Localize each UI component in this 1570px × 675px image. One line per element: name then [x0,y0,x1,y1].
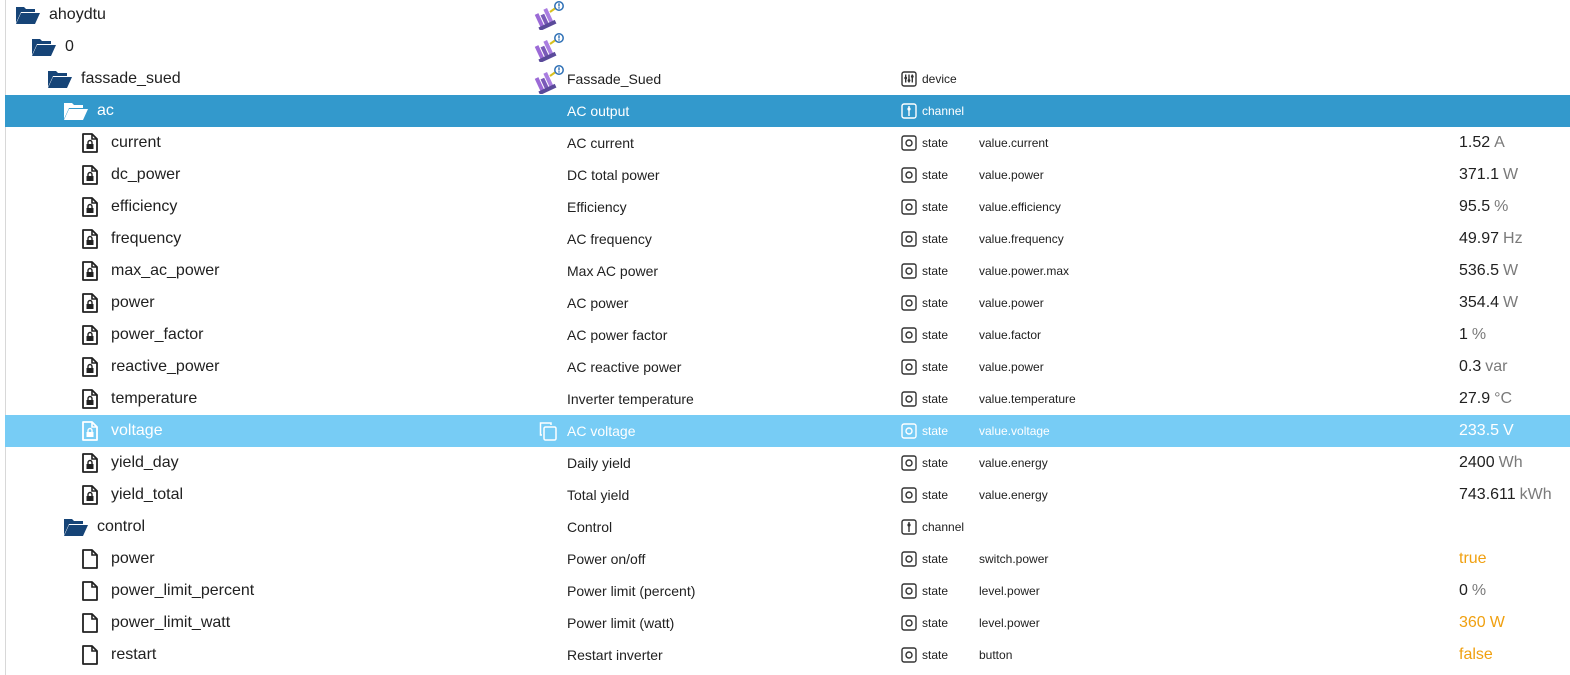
object-role: value.current [979,136,1049,150]
object-role: switch.power [979,552,1049,566]
folder-open-icon [47,67,73,91]
object-name: Inverter temperature [567,391,694,407]
channel-type-icon [901,103,917,119]
object-id[interactable]: current [111,134,161,151]
object-role: value.energy [979,456,1048,470]
state-type-icon [901,231,917,247]
object-name: AC power [567,295,629,311]
adapter-logo-icon [533,0,565,30]
adapter-logo-icon [533,64,565,94]
object-role: value.power.max [979,264,1070,278]
state-value[interactable] [1459,223,1523,255]
file-icon [82,323,98,347]
value-unit: var [1485,358,1508,375]
state-value[interactable] [1459,287,1518,319]
state-value[interactable] [1459,575,1486,607]
file-icon [82,131,98,155]
file-icon [82,451,98,475]
object-name: Max AC power [567,263,659,279]
state-value[interactable] [1459,543,1487,575]
object-role: value.temperature [979,392,1076,406]
object-role: level.power [979,584,1040,598]
object-name: AC voltage [567,423,636,439]
value-unit: W [1489,614,1505,631]
object-name: DC total power [567,167,660,183]
folder-open-icon [15,3,41,27]
state-type-icon [901,455,917,471]
state-type-icon [901,295,917,311]
value-text: 2400 [1459,454,1495,471]
object-id[interactable]: yield_day [111,454,179,471]
channel-type-icon [901,519,917,535]
value-text: true [1459,550,1487,567]
object-name: Efficiency [567,199,627,215]
value-unit: W [1503,294,1519,311]
object-id[interactable]: yield_total [111,486,184,503]
object-id[interactable]: reactive_power [111,358,220,375]
object-id[interactable]: power_limit_watt [111,614,231,631]
object-type: state [922,136,949,150]
object-type: state [922,616,949,630]
tree-row-current[interactable] [5,127,1570,159]
state-value[interactable] [1459,191,1508,223]
value-unit: °C [1494,390,1513,407]
file-icon [82,547,98,571]
object-role: value.power [979,360,1044,374]
tree-row-voltage[interactable] [5,415,1570,447]
object-name: AC power factor [567,327,668,343]
object-type: state [922,360,949,374]
object-type: state [922,232,949,246]
file-icon [82,163,98,187]
tree-row-power-limit-percent[interactable] [5,575,1570,607]
object-name: AC frequency [567,231,652,247]
object-id[interactable]: restart [111,646,157,663]
object-type: state [922,456,949,470]
file-icon [82,387,98,411]
object-name: Restart inverter [567,647,663,663]
value-unit: V [1503,422,1514,439]
tree-row-restart[interactable] [5,639,1570,671]
tree-row-max-ac-power[interactable] [5,255,1570,287]
object-type: state [922,296,949,310]
value-text: 536.5 [1459,262,1500,279]
value-unit: A [1494,134,1505,151]
state-type-icon [901,199,917,215]
state-type-icon [901,615,917,631]
state-type-icon [901,423,917,439]
file-icon [82,291,98,315]
object-type: state [922,264,949,278]
file-icon [82,259,98,283]
object-role: value.frequency [979,232,1064,246]
value-unit: % [1471,582,1487,599]
tree-row-reactive-power[interactable] [5,351,1570,383]
object-id[interactable]: power [111,550,155,567]
object-id[interactable]: temperature [111,390,198,407]
state-value[interactable] [1459,383,1512,415]
object-type: state [922,648,949,662]
object-id[interactable]: power [111,294,155,311]
object-role: level.power [979,616,1040,630]
value-unit: kWh [1519,486,1552,503]
object-name: Daily yield [567,455,631,471]
value-unit: % [1471,326,1487,343]
state-type-icon [901,583,917,599]
object-name: Fassade_Sued [567,71,662,87]
state-value[interactable] [1459,159,1518,191]
state-value[interactable] [1459,351,1507,383]
file-icon [82,227,98,251]
value-text: 27.9 [1459,390,1491,407]
tree-row-power-limit-watt[interactable] [5,607,1570,639]
tree-row-frequency[interactable] [5,223,1570,255]
object-id[interactable]: max_ac_power [111,262,220,279]
value-text: 743.611 [1459,486,1516,503]
tree-row-power[interactable] [5,543,1570,575]
object-type: device [922,72,957,86]
file-icon [82,483,98,507]
object-name: Power limit (percent) [567,583,696,599]
state-type-icon [901,263,917,279]
object-role: value.energy [979,488,1048,502]
value-unit: % [1494,198,1509,215]
tree-row-0[interactable] [5,31,1570,63]
object-id[interactable]: voltage [111,422,163,439]
adapter-logo-icon [533,32,565,62]
object-role: value.efficiency [979,200,1061,214]
tree-row-yield-total[interactable] [5,479,1570,511]
value-text: 233.5 [1459,422,1500,439]
copy-icon[interactable] [538,421,558,441]
value-unit: W [1503,166,1519,183]
value-unit: W [1503,262,1519,279]
object-id[interactable]: fassade_sued [81,70,181,87]
file-icon [82,579,98,603]
value-text: 0.3 [1459,358,1482,375]
object-name: AC current [567,135,634,151]
tree-row-dc-power[interactable] [5,159,1570,191]
file-icon [82,611,98,635]
object-id[interactable]: power_factor [111,326,204,343]
object-role: value.voltage [979,424,1050,438]
value-text: 0 [1459,582,1468,599]
folder-open-icon [31,35,57,59]
object-id[interactable]: power_limit_percent [111,582,255,599]
file-icon [82,643,98,667]
object-name: AC output [567,103,630,119]
object-type: channel [922,104,965,118]
state-type-icon [901,551,917,567]
state-type-icon [901,391,917,407]
object-id[interactable]: ahoydtu [49,6,106,23]
object-type: state [922,328,949,342]
state-type-icon [901,167,917,183]
device-type-icon [901,71,917,87]
object-role: value.factor [979,328,1042,342]
value-text: 49.97 [1459,230,1500,247]
object-name: Power on/off [567,551,646,567]
state-value[interactable] [1459,479,1552,511]
object-type: state [922,488,949,502]
object-name: AC reactive power [567,359,682,375]
object-type: channel [922,520,965,534]
tree-row-efficiency[interactable] [5,191,1570,223]
tree-row-power[interactable] [5,287,1570,319]
value-text: 371.1 [1459,166,1500,183]
folder-open-icon [63,99,89,123]
object-id[interactable]: ac [97,102,114,119]
state-value[interactable] [1459,607,1505,639]
object-role: value.power [979,168,1044,182]
value-text: 354.4 [1459,294,1500,311]
state-type-icon [901,359,917,375]
state-value[interactable] [1459,415,1514,447]
state-value[interactable] [1459,639,1493,671]
folder-open-icon [63,515,89,539]
object-role: value.power [979,296,1044,310]
object-type: state [922,584,949,598]
tree-row-control[interactable] [5,511,1570,543]
state-value[interactable] [1459,319,1486,351]
tree-row-power-factor[interactable] [5,319,1570,351]
state-type-icon [901,135,917,151]
state-type-icon [901,647,917,663]
object-id[interactable]: dc_power [111,166,181,183]
state-value[interactable] [1459,255,1518,287]
tree-row-yield-day[interactable] [5,447,1570,479]
object-id[interactable]: 0 [65,38,74,55]
object-id[interactable]: frequency [111,230,182,247]
object-type: state [922,200,949,214]
file-icon [82,195,98,219]
value-text: 360 [1459,614,1486,631]
value-text: 1.52 [1459,134,1491,151]
value-text: 1 [1459,326,1468,343]
object-name: Control [567,519,613,535]
object-id[interactable]: efficiency [111,198,178,215]
object-id[interactable]: control [97,518,146,535]
tree-row-ac[interactable] [5,95,1570,127]
object-name: Total yield [567,487,630,503]
state-type-icon [901,487,917,503]
object-type: state [922,392,949,406]
tree-row-ahoydtu[interactable] [5,0,1570,31]
value-unit: Hz [1503,230,1523,247]
file-icon [82,419,98,443]
object-role: button [979,648,1013,662]
value-text: false [1459,646,1493,663]
object-type: state [922,552,949,566]
object-name: Power limit (watt) [567,615,675,631]
tree-row-temperature[interactable] [5,383,1570,415]
value-unit: Wh [1498,454,1523,471]
state-type-icon [901,327,917,343]
value-text: 95.5 [1459,198,1491,215]
state-value[interactable] [1459,447,1523,479]
tree-row-fassade-sued[interactable] [5,63,1570,95]
object-type: state [922,424,949,438]
state-value[interactable] [1459,127,1505,159]
file-icon [82,355,98,379]
object-type: state [922,168,949,182]
